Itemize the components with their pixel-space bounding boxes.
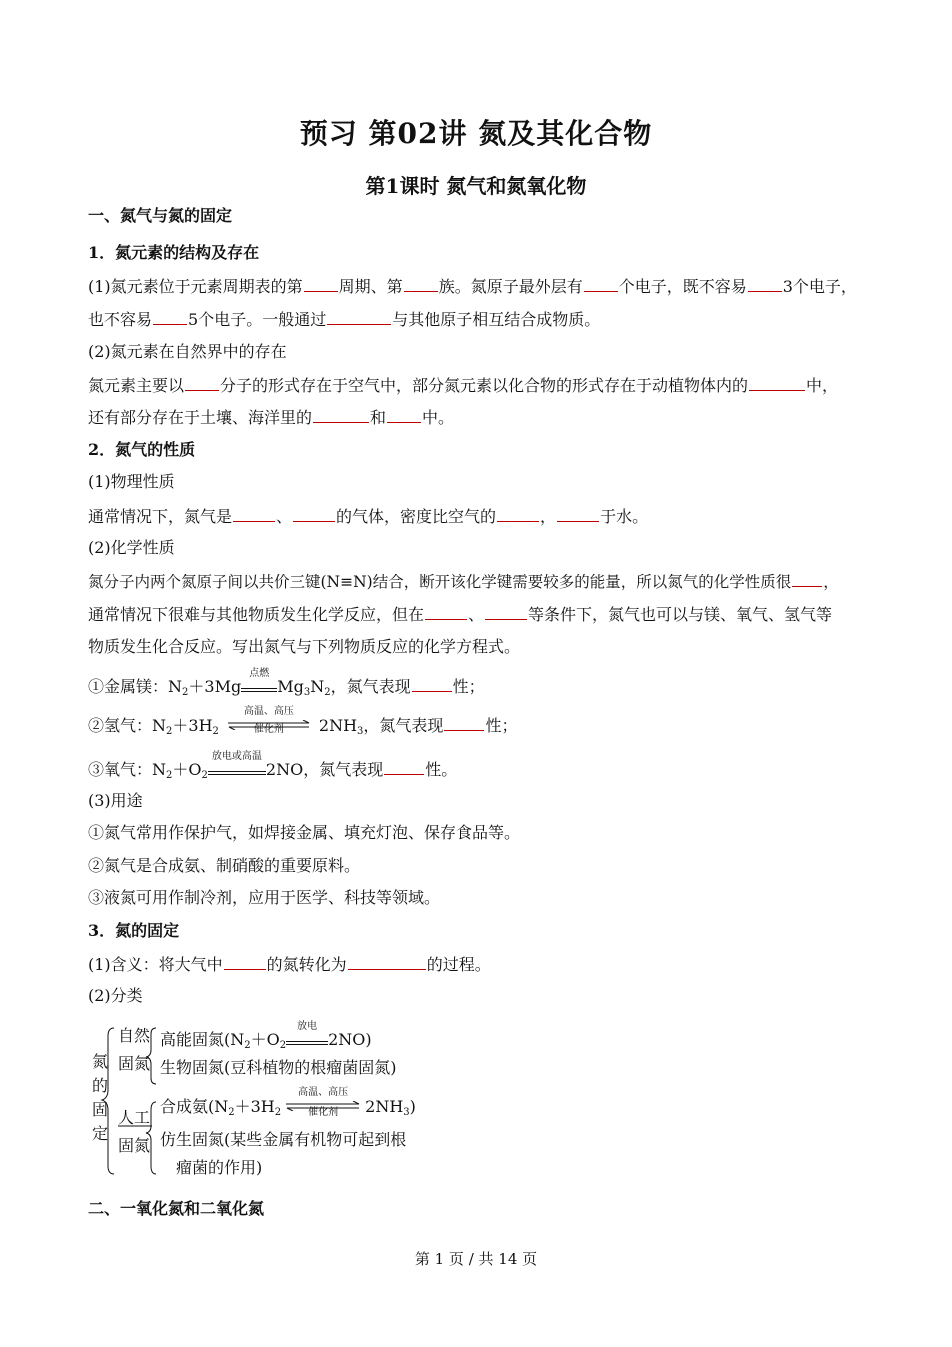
paragraph: 物质发生化合反应。写出氮气与下列物质反应的化学方程式。 (88, 637, 521, 656)
char: 固 (91, 1100, 108, 1119)
text: 通常情况下，氮气是 (88, 507, 233, 526)
text: 周期、第 (338, 277, 403, 296)
subscript: 2 (201, 770, 208, 781)
reaction-arrow (286, 1021, 328, 1045)
subsection-heading-1-3: 3．氮的固定 (88, 921, 180, 940)
text: (1)氮元素位于元素周期表的第 (88, 277, 303, 296)
text: ＋O (250, 1030, 280, 1049)
paragraph: (3)用途 (88, 791, 143, 810)
section-heading-1: 一、氮气与氮的固定 (88, 206, 233, 225)
equation-hydrogen (88, 706, 518, 743)
text: 合成氨(N (160, 1097, 229, 1116)
fill-blank[interactable] (153, 308, 187, 325)
subscript: 3 (303, 687, 311, 698)
artificial-label-1: 人工 (118, 1108, 151, 1127)
biomimetic-fixation-line1: 仿生固氮(某些金属有机物可起到根 (160, 1130, 407, 1149)
section-heading-2: 二、一氧化氮和二氧化氮 (88, 1199, 265, 1218)
text: 中， (806, 376, 839, 395)
paragraph: (2)氮元素在自然界中的存在 (88, 342, 287, 361)
biomimetic-fixation-line2: 瘤菌的作用) (176, 1158, 263, 1177)
text: 分子的形式存在于空气中，部分氮元素以化合物的形式存在于动植物体内的 (220, 376, 749, 395)
char: 定 (91, 1124, 108, 1143)
text: 个电子，既不容易 (618, 277, 747, 296)
biological-fixation: 生物固氮(豆科植物的根瘤菌固氮) (160, 1058, 397, 1077)
paragraph: (1)物理性质 (88, 472, 175, 491)
condition-label: 高温、高压 (298, 1087, 349, 1098)
fill-blank[interactable] (792, 570, 822, 587)
ammonia-synthesis (160, 1087, 416, 1123)
reversible-arrow (285, 1087, 361, 1118)
paragraph (88, 570, 839, 593)
fill-blank[interactable] (425, 603, 467, 620)
text: 的氮转化为 (266, 955, 347, 974)
text: ①金属镁：N (88, 677, 183, 696)
subscript: 2 (182, 687, 189, 698)
text: 通常情况下很难与其他物质发生化学反应，但在 (88, 605, 425, 624)
fill-blank[interactable] (233, 505, 275, 522)
subscript: 3 (403, 1107, 410, 1118)
text: 族。氮原子最外层有 (438, 277, 583, 296)
text: ，氮气表现 (363, 716, 444, 735)
text: 2NH (365, 1097, 404, 1116)
text: ＋3H (234, 1097, 275, 1116)
paragraph: ③液氮可用作制冷剂，应用于医学、科技等领域。 (88, 888, 441, 907)
subscript: 2 (274, 1107, 282, 1118)
equation-oxygen (88, 751, 458, 787)
fill-blank[interactable] (348, 953, 426, 970)
subscript: 2 (279, 1040, 287, 1051)
paragraph (88, 374, 838, 397)
text: ＋3Mg (188, 677, 242, 696)
text: 性； (452, 677, 485, 696)
subscript: 2 (324, 687, 331, 698)
natural-label-1: 自然 (118, 1026, 151, 1045)
text: 2NO，氮气表现 (265, 760, 384, 779)
subscript: 2 (166, 770, 173, 781)
paragraph: ②氮气是合成氨、制硝酸的重要原料。 (88, 856, 361, 875)
double-line (241, 688, 277, 692)
paragraph: (2)分类 (88, 986, 143, 1005)
text: ③氧气：N (88, 760, 167, 779)
text: (1)含义：将大气中 (88, 955, 223, 974)
paragraph: (2)化学性质 (88, 538, 175, 557)
char: 的 (91, 1076, 108, 1095)
text: 2NO) (328, 1030, 372, 1049)
fill-blank[interactable] (748, 275, 782, 292)
fill-blank[interactable] (749, 374, 805, 391)
fill-blank[interactable] (584, 275, 618, 292)
equilibrium-arrow-icon (285, 1101, 361, 1111)
fill-blank[interactable] (327, 308, 391, 325)
text: 的气体，密度比空气的 (336, 507, 497, 526)
high-energy-fixation (160, 1021, 372, 1056)
text: 氮元素主要以 (88, 376, 185, 395)
text: Mg (277, 677, 304, 696)
fill-blank[interactable] (557, 505, 599, 522)
text: 性。 (425, 760, 458, 779)
condition-label: 高温、高压 (243, 706, 294, 717)
text: 高能固氮(N (160, 1030, 245, 1049)
fill-blank[interactable] (387, 406, 421, 423)
subsection-heading-1-2: 2．氮气的性质 (88, 440, 196, 459)
subscript: 2 (244, 1040, 251, 1051)
equation-magnesium (88, 668, 485, 704)
text: ②氢气：N (88, 716, 167, 735)
text: 5个电子。一般通过 (188, 310, 327, 329)
text: 与其他原子相互结合成物质。 (392, 310, 601, 329)
text: ＋3H (172, 716, 213, 735)
text: 等条件下，氮气也可以与镁、氧气、氢气等 (528, 605, 833, 624)
fill-blank[interactable] (404, 275, 438, 292)
fill-blank[interactable] (384, 758, 424, 775)
page-title: 预习 第02讲 氮及其化合物 (299, 117, 653, 150)
text: N (310, 677, 325, 696)
fill-blank[interactable] (497, 505, 539, 522)
fill-blank[interactable] (444, 714, 484, 731)
reaction-arrow (208, 751, 266, 775)
page-footer: 第 1 页 / 共 14 页 (414, 1250, 538, 1268)
char: 氮 (91, 1052, 108, 1071)
paragraph (88, 308, 600, 331)
text: 、 (276, 507, 293, 526)
text: 也不容易 (88, 310, 153, 329)
equilibrium-arrow-icon (227, 720, 311, 730)
condition-label: 催化剂 (308, 1107, 339, 1118)
text: 、 (468, 605, 485, 624)
condition-label: 放电或高温 (211, 751, 262, 762)
condition-label: 催化剂 (253, 724, 284, 735)
fill-blank[interactable] (185, 374, 219, 391)
double-line (286, 1041, 328, 1045)
text: ) (409, 1097, 416, 1116)
condition-label: 点燃 (249, 668, 270, 679)
subscript: 2 (228, 1107, 235, 1118)
text: 性； (485, 716, 518, 735)
lesson-subtitle: 第1课时 氮气和氮氧化物 (365, 174, 587, 198)
text: ，氮气表现 (330, 677, 411, 696)
text: ＋O (172, 760, 202, 779)
text: ， (540, 507, 557, 526)
text: 和 (370, 408, 387, 427)
fill-blank[interactable] (313, 406, 369, 423)
subscript: 2 (166, 726, 173, 737)
text: 中。 (422, 408, 455, 427)
natural-label-2: 固氮 (118, 1054, 151, 1073)
text: 氮分子内两个氮原子间以共价三键(N≡N)结合，断开该化学键需要较多的能量，所以氮气的化学性质很 (88, 573, 792, 591)
reversible-arrow (227, 706, 311, 735)
text: 的过程。 (426, 955, 491, 974)
reaction-arrow (241, 668, 277, 692)
fill-blank[interactable] (224, 953, 266, 970)
paragraph (88, 275, 857, 298)
nitrogen-fixation-diagram (88, 1022, 448, 1187)
text: 2NH (318, 716, 358, 735)
fill-blank[interactable] (304, 275, 338, 292)
text: 3个电子， (782, 277, 857, 296)
fill-blank[interactable] (293, 505, 335, 522)
subscript: 2 (212, 726, 219, 737)
paragraph (88, 953, 491, 976)
text: 还有部分存在于土壤、海洋里的 (88, 408, 313, 427)
paragraph (88, 406, 454, 429)
text: ， (823, 573, 839, 591)
text: 于水。 (600, 507, 649, 526)
double-line (208, 771, 266, 775)
paragraph: ①氮气常用作保护气，如焊接金属、填充灯泡、保存食品等。 (88, 823, 521, 842)
paragraph (88, 603, 832, 626)
subscript: 3 (357, 726, 364, 737)
paragraph (88, 505, 648, 528)
fill-blank[interactable] (485, 603, 527, 620)
artificial-label-2: 固氮 (118, 1136, 151, 1155)
condition-label: 放电 (297, 1021, 318, 1032)
fill-blank[interactable] (412, 675, 452, 692)
subsection-heading-1-1: 1．氮元素的结构及存在 (88, 243, 260, 262)
